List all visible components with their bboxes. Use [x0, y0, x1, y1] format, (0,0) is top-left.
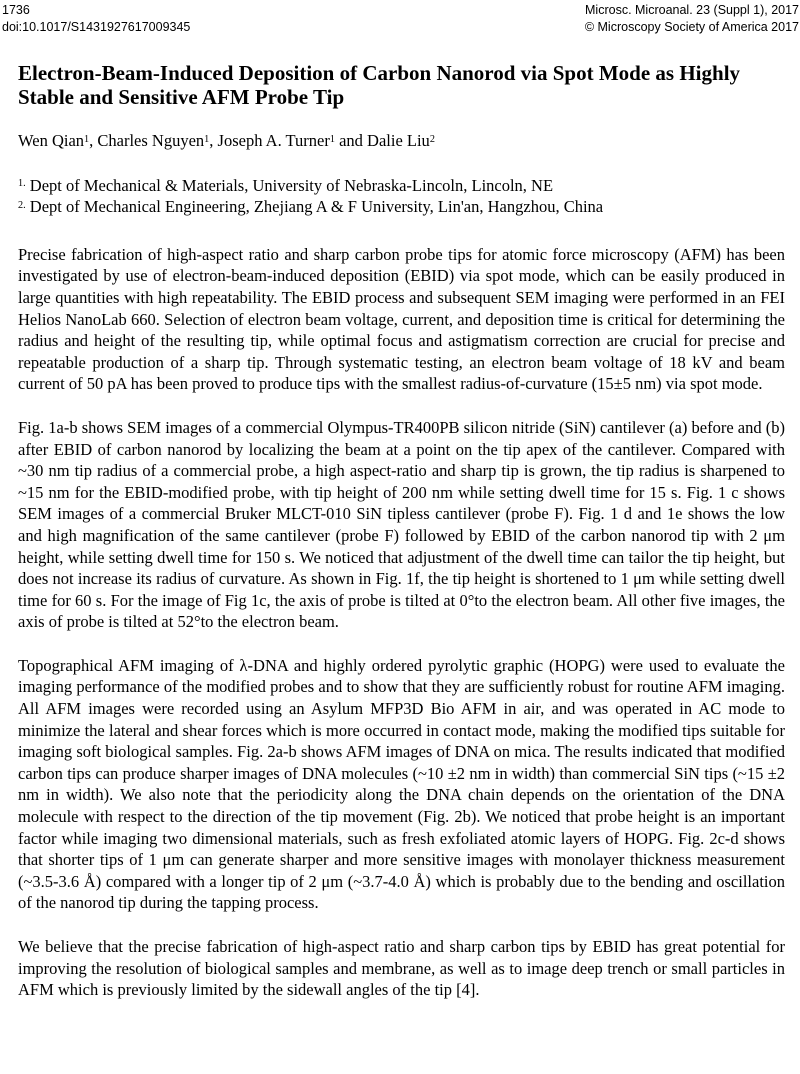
affiliation-marker: 2.: [18, 199, 26, 211]
author-affiliation-ref: 2: [429, 133, 435, 145]
paragraph-2: Fig. 1a-b shows SEM images of a commercial Olympus-TR400PB silicon nitride (SiN) cantilever (a) before and (b) after EBID of carbon nanorod by localizing the beam at a point on the tip apex of the cantilever. Compared with ~30 nm tip radius of a commercial probe, a high aspect-ratio and sharp tip is grown, the tip radius is sharpened to ~15 nm for the EBID-modified probe, with tip height of 200 nm while setting dwell time for 15 s. Fig. 1 c shows SEM images of a commercial Bruker MLCT-010 SiN tipless cantilever (probe F). Fig. 1 d and 1e shows the low and high magnification of the same cantilever (probe F) followed by EBID of the carbon nanorod tip with 2 μm height, while setting dwell time for 150 s. We noticed that adjustment of the dwell time can tailor the tip height, but does not increase its radius of curvature. As shown in Fig. 1f, the tip height is shortened to 1 μm while setting dwell time for 60 s. For the image of Fig 1c, the axis of probe is tilted at 0°to the electron beam. All other five images, the axis of probe is tilted at 52°to the electron beam.: [18, 417, 785, 632]
article-title: Electron-Beam-Induced Deposition of Carbon Nanorod via Spot Mode as Highly Stable and Sensitive AFM Probe Tip: [18, 61, 741, 109]
affiliation: $^{2.}$ Dept of Mechanical Engineering, Zhejiang A & F University, Lin'an, Hangzhou, China: [18, 197, 604, 217]
abstract-body: [18, 244, 785, 1001]
page-header: [0, 0, 800, 35]
author-name: Joseph A. Turner: [217, 131, 330, 150]
article-content: [0, 62, 800, 1001]
author-affiliation-ref: 1: [329, 133, 335, 145]
author-line: Wen Qian$^1$, Charles Nguyen$^1$, Joseph A. Turner$^1$ and Dalie Liu$^2$: [18, 131, 435, 150]
paragraph-4: We believe that the precise fabrication of high-aspect ratio and sharp carbon tips by EBID has great potential for improving the resolution of biological samples and membrane, as well as to image deep trench or small particles in AFM which is previously limited by the sidewall angles of the tip [4].: [18, 937, 785, 1000]
affiliation: $^{1.}$ Dept of Mechanical & Materials, University of Nebraska-Lincoln, Lincoln, NE: [18, 175, 554, 195]
header-left: [2, 2, 190, 35]
affiliation-marker: 1.: [18, 178, 26, 190]
author-affiliation-ref: 1: [84, 133, 90, 145]
header-right: [585, 2, 799, 35]
page-number: 1736: [2, 3, 30, 17]
copyright-notice: © Microscopy Society of America 2017: [584, 19, 799, 34]
author-affiliation-ref: 1: [204, 133, 210, 145]
author-name: Charles Nguyen: [97, 131, 205, 150]
doi: doi:10.1017/S1431927617009345: [2, 19, 191, 34]
paragraph-3: Topographical AFM imaging of λ-DNA and highly ordered pyrolytic graphic (HOPG) were used to evaluate the imaging performance of the modified probes and to show that they are sufficiently robust for routine AFM imaging. All AFM images were recorded using an Asylum MFP3D Bio AFM in air, and was operated in AC mode to minimize the lateral and shear forces which is more occurred in contact mode, making the modified tips suitable for imaging soft biological samples. Fig. 2a-b shows AFM images of DNA on mica. The results indicated that modified carbon tips can produce sharper images of DNA molecules (~10 ±2 nm in width) than commercial SiN tips (~15 ±2 nm in width). We also note that the periodicity along the DNA chain depends on the orientation of the DNA molecule with respect to the direction of the tip movement (Fig. 2b). We noticed that probe height is an important factor while imaging two dimensional materials, such as fresh exfoliated atomic layers of HOPG. Fig. 2c-d shows that shorter tips of 1 μm can generate sharper and more sensitive images with monolayer thickness measurement (~3.5-3.6 Å) compared with a longer tip of 2 μm (~3.7-4.0 Å) which is probably due to the bending and oscillation of the nanorod tip during the tapping process.: [18, 655, 785, 913]
author-name: Wen Qian: [18, 131, 85, 150]
affiliation-list: [18, 175, 785, 218]
author-name: Dalie Liu: [367, 131, 430, 150]
journal-reference: Microsc. Microanal. 23 (Suppl 1), 2017: [585, 3, 799, 17]
paragraph-1: Precise fabrication of high-aspect ratio and sharp carbon probe tips for atomic force microscopy (AFM) has been investigated by use of electron-beam-induced deposition (EBID) via spot mode, which can be easily produced in large quantities with high repeatability. The EBID process and subsequent SEM imaging were performed in an FEI Helios NanoLab 660. Selection of electron beam voltage, current, and deposition time is critical for determining the radius and height of the resulting tip, while optimal focus and astigmatism correction are crucial for precise and repeatable production of a sharp tip. Through systematic testing, an electron beam voltage of 18 kV and beam current of 50 pA has been proved to produce tips with the smallest radius-of-curvature (15±5 nm) via spot mode.: [18, 244, 785, 394]
